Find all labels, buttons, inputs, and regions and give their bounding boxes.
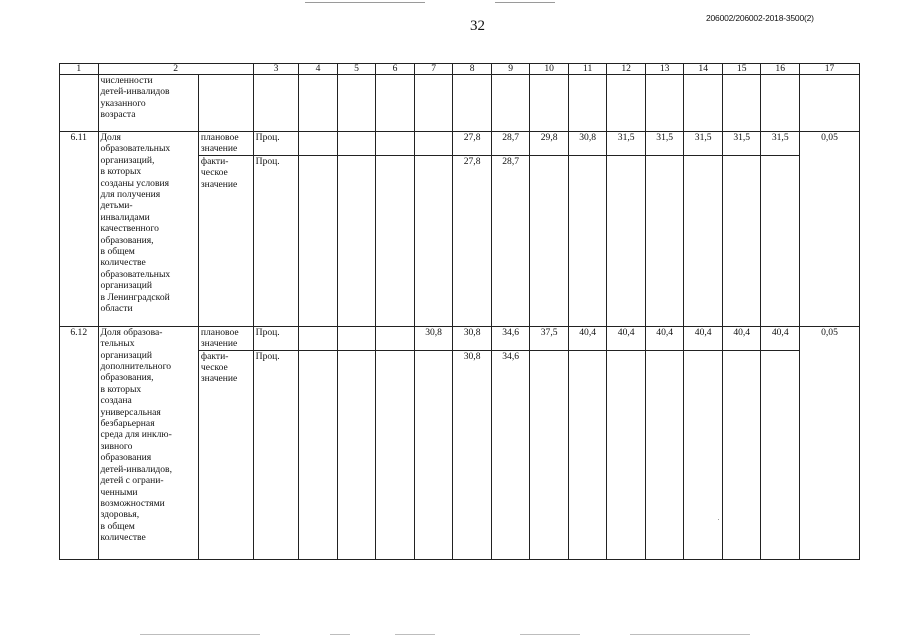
row-number: 6.12 — [60, 326, 99, 559]
value-cell: 30,8 — [453, 326, 492, 350]
value-cell — [299, 155, 338, 326]
value-cell — [414, 155, 453, 326]
value-cell: 30,8 — [453, 350, 492, 559]
unit-cell: Проц. — [253, 132, 299, 156]
unit-cell: Проц. — [253, 326, 299, 350]
indicator-table — [59, 63, 860, 560]
page-number: 32 — [470, 18, 485, 34]
bottom-edge-line — [630, 634, 750, 635]
value-cell — [337, 350, 376, 559]
value-cell — [645, 350, 684, 559]
value-cell — [684, 155, 723, 326]
value-cell: 31,5 — [607, 132, 646, 156]
document-code: 206002/206002-2018-3500(2) — [706, 13, 814, 23]
value-cell — [568, 155, 607, 326]
value-cell: 31,5 — [645, 132, 684, 156]
value-cell: 40,4 — [761, 326, 800, 350]
column-header: 8 — [453, 64, 492, 75]
value-cell: 40,4 — [684, 326, 723, 350]
weight-cell: 0,05 — [799, 132, 859, 327]
value-cell — [376, 350, 415, 559]
value-cell — [299, 350, 338, 559]
column-header: 4 — [299, 64, 338, 75]
column-header: 17 — [799, 64, 859, 75]
value-cell — [761, 350, 800, 559]
value-cell — [414, 350, 453, 559]
value-cell: 34,6 — [491, 326, 530, 350]
value-cell — [722, 350, 761, 559]
indicator-row-6-12-plan — [60, 326, 860, 350]
value-cell: 28,7 — [491, 132, 530, 156]
plan-label: плановое значение — [198, 326, 253, 350]
value-cell: 34,6 — [491, 350, 530, 559]
value-cell — [568, 350, 607, 559]
continuation-text: численности детей-инвалидов указанного возраста — [98, 75, 198, 132]
bottom-edge-line — [520, 634, 580, 635]
column-header: 16 — [761, 64, 800, 75]
value-cell: 29,8 — [530, 132, 569, 156]
value-cell — [376, 132, 415, 156]
plan-label: плановое значение — [198, 132, 253, 156]
column-header: 5 — [337, 64, 376, 75]
value-cell — [761, 155, 800, 326]
value-cell — [414, 132, 453, 156]
column-header: 13 — [645, 64, 684, 75]
value-cell: 27,8 — [453, 155, 492, 326]
unit-cell: Проц. — [253, 155, 299, 326]
column-header: 14 — [684, 64, 723, 75]
value-cell: 40,4 — [645, 326, 684, 350]
value-cell: 30,8 — [414, 326, 453, 350]
value-cell: 40,4 — [722, 326, 761, 350]
value-cell: 37,5 — [530, 326, 569, 350]
value-cell: 27,8 — [453, 132, 492, 156]
value-cell — [722, 155, 761, 326]
column-header: 7 — [414, 64, 453, 75]
value-cell — [607, 350, 646, 559]
value-cell — [337, 326, 376, 350]
value-cell — [299, 326, 338, 350]
column-header-row — [60, 64, 860, 75]
column-header: 11 — [568, 64, 607, 75]
value-cell: 40,4 — [568, 326, 607, 350]
scan-speck — [718, 519, 719, 520]
value-cell — [299, 132, 338, 156]
value-cell: 40,4 — [607, 326, 646, 350]
continuation-row — [60, 75, 860, 132]
value-cell: 30,8 — [568, 132, 607, 156]
value-cell — [337, 132, 376, 156]
value-cell — [645, 155, 684, 326]
column-header: 3 — [253, 64, 299, 75]
bottom-edge-line — [330, 634, 350, 635]
column-header: 2 — [98, 64, 253, 75]
column-header: 1 — [60, 64, 99, 75]
top-edge-line — [305, 2, 425, 3]
column-header: 10 — [530, 64, 569, 75]
row-number: 6.11 — [60, 132, 99, 327]
indicator-name: Доля образова- тельных организаций дополнительного образования, в которых создана универсальная безбарьерная среда для инклю- зивного образования детей-инвалидов, детей с ограни- ченными возможностями здоровья, в общем количестве — [98, 326, 198, 559]
indicator-name: Доля образовательных организаций, в которых созданы условия для получения детьми- инвалидами качественного образования, в общем количестве образовательных организаций в Ленинградской области — [98, 132, 198, 327]
value-cell — [607, 155, 646, 326]
indicator-row-6-11-plan — [60, 132, 860, 156]
column-header: 9 — [491, 64, 530, 75]
value-cell — [684, 350, 723, 559]
value-cell — [376, 326, 415, 350]
value-cell — [376, 155, 415, 326]
fact-label: факти- ческое значение — [198, 350, 253, 559]
value-cell: 28,7 — [491, 155, 530, 326]
unit-cell: Проц. — [253, 350, 299, 559]
value-cell — [530, 155, 569, 326]
column-header: 6 — [376, 64, 415, 75]
bottom-edge-line — [395, 634, 435, 635]
value-cell: 31,5 — [722, 132, 761, 156]
weight-cell: 0,05 — [799, 326, 859, 559]
top-edge-line — [495, 2, 555, 3]
bottom-edge-line — [140, 634, 260, 635]
value-cell — [337, 155, 376, 326]
value-cell: 31,5 — [761, 132, 800, 156]
column-header: 12 — [607, 64, 646, 75]
value-cell — [530, 350, 569, 559]
value-cell: 31,5 — [684, 132, 723, 156]
fact-label: факти- ческое значение — [198, 155, 253, 326]
column-header: 15 — [722, 64, 761, 75]
